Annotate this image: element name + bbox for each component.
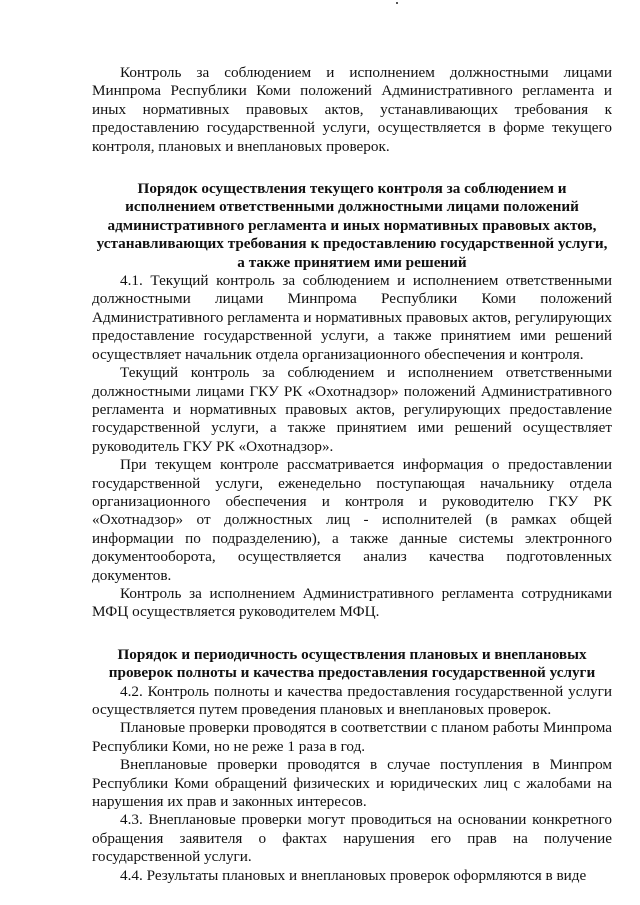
section1-paragraph-4: Контроль за исполнением Административного регламента сотрудниками МФЦ осуществляется руководителем МФЦ. [92,584,612,621]
section2-paragraph-2: Плановые проверки проводятся в соответствии с планом работы Минпрома Республики Коми, но не реже 1 раза в год. [92,719,612,755]
text-column [92,64,612,885]
scan-mark [396,2,398,4]
intro-paragraph: Контроль за соблюдением и исполнением должностными лицами Минпрома Республики Коми положений Административного регламента и иных нормативных правовых актов, устанавливающих требования к предоставлению государственной услуги, осуществляется в форме текущего контроля, плановых и внеплановых проверок. [92,64,612,155]
section2-paragraph-3: Внеплановые проверки проводятся в случае поступления в Минпром Республики Коми обращений физических и юридических лиц с жалобами на нарушения их прав и законных интересов. [92,756,612,811]
section2-heading: Порядок и периодичность осуществления плановых и внеплановых проверок полноты и качества предоставления государственной услуги [108,645,596,682]
section1-paragraph-2: Текущий контроль за соблюдением и исполнением ответственными должностными лицами ГКУ РК «Охотнадзор» положений Административного регламента и нормативных правовых актов, регулирующих предоставление государственной услуги, а также принятием ими решений осуществляет руководитель ГКУ РК «Охотнадзор». [92,364,612,455]
section1-heading: Порядок осуществления текущего контроля за соблюдением и исполнением ответственными должностными лицами положений административного регламента и иных нормативных правовых актов, устанавливающих требования к предоставлению государственной услуги, а также принятием ими решений [96,180,608,271]
section1-paragraph-1: 4.1. Текущий контроль за соблюдением и исполнением ответственными должностными лицами Минпрома Республики Коми положений Административного регламента и нормативных правовых актов, регулирующих предоставление государственной услуги, а также принятием ими решений осуществляет начальник отдела организационного обеспечения и контроля. [92,272,612,363]
section2-paragraph-4: 4.3. Внеплановые проверки могут проводиться на основании конкретного обращения заявителя о фактах нарушения его прав на получение государственной услуги. [92,811,612,866]
section2-paragraph-1: 4.2. Контроль полноты и качества предоставления государственной услуги осуществляется путем проведения плановых и внеплановых проверок. [92,682,612,718]
section1-paragraph-3: При текущем контроле рассматривается информация о предоставлении государственной услуги, еженедельно поступающая начальнику отдела организационного обеспечения и контроля и руководителю ГКУ РК «Охотнадзор» от должностных лиц - исполнителей (в рамках общей информации по подразделению), а также данные системы электронного документооборота, осуществляется анализ качества подготовленных документов. [92,456,612,584]
section2-paragraph-5: 4.4. Результаты плановых и внеплановых проверок оформляются в виде [120,866,587,884]
